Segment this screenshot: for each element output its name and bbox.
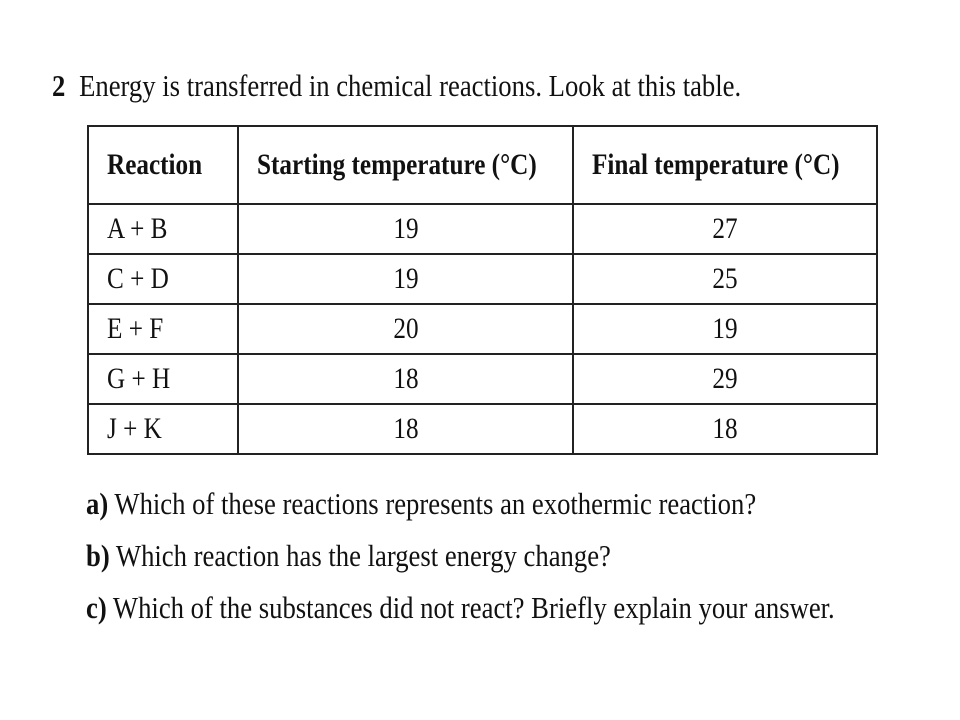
sub-question-b [86,530,835,582]
cell-reaction [88,204,238,254]
cell-reaction [88,304,238,354]
sub-question-letter: a) [86,486,109,521]
cell-start-temp-text: 20 [393,312,419,345]
sub-question-c [86,582,835,634]
cell-start-temp-text: 19 [393,262,419,295]
cell-start-temp [238,404,573,454]
header-starting-temperature-label: Starting temperature (°C) [257,148,538,181]
sub-question-a [86,478,835,530]
cell-reaction [88,354,238,404]
sub-questions [86,478,957,634]
cell-reaction-text: J + K [107,412,162,445]
cell-start-temp-text: 18 [393,412,419,445]
sub-question-text: Which of these reactions represents an exothermic reaction? [114,486,757,521]
sub-question-letter: c) [86,590,107,625]
cell-final-temp [573,304,877,354]
cell-final-temp-text: 25 [712,262,738,295]
cell-final-temp [573,404,877,454]
cell-start-temp-text: 18 [393,362,419,395]
table-row [88,204,877,254]
table-row [88,304,877,354]
question-line [52,64,741,108]
cell-final-temp-text: 29 [712,362,738,395]
header-final-temperature [573,126,877,204]
cell-reaction-text: A + B [107,212,168,245]
cell-reaction-text: E + F [107,312,164,345]
cell-reaction [88,254,238,304]
header-starting-temperature [238,126,573,204]
table-row [88,354,877,404]
table-row [88,404,877,454]
cell-start-temp [238,204,573,254]
cell-final-temp-text: 27 [712,212,738,245]
cell-reaction [88,404,238,454]
cell-start-temp-text: 19 [393,212,419,245]
table-row [88,254,877,304]
cell-start-temp [238,304,573,354]
reaction-temperature-table [87,125,878,455]
cell-final-temp [573,204,877,254]
cell-final-temp [573,254,877,304]
cell-start-temp [238,254,573,304]
sub-question-text: Which of the substances did not react? Briefly explain your answer. [112,590,835,625]
cell-reaction-text: C + D [107,262,169,295]
header-final-temperature-label: Final temperature (°C) [592,148,840,181]
cell-start-temp [238,354,573,404]
sub-question-letter: b) [86,538,110,573]
header-reaction-label: Reaction [107,148,203,181]
cell-final-temp-text: 19 [712,312,738,345]
table-header-row [88,126,877,204]
question-number: 2 [52,68,66,103]
question-text: Energy is transferred in chemical reactions. Look at this table. [79,68,742,103]
cell-reaction-text: G + H [107,362,171,395]
cell-final-temp-text: 18 [712,412,738,445]
cell-final-temp [573,354,877,404]
header-reaction [88,126,238,204]
sub-question-text: Which reaction has the largest energy change? [115,538,611,573]
